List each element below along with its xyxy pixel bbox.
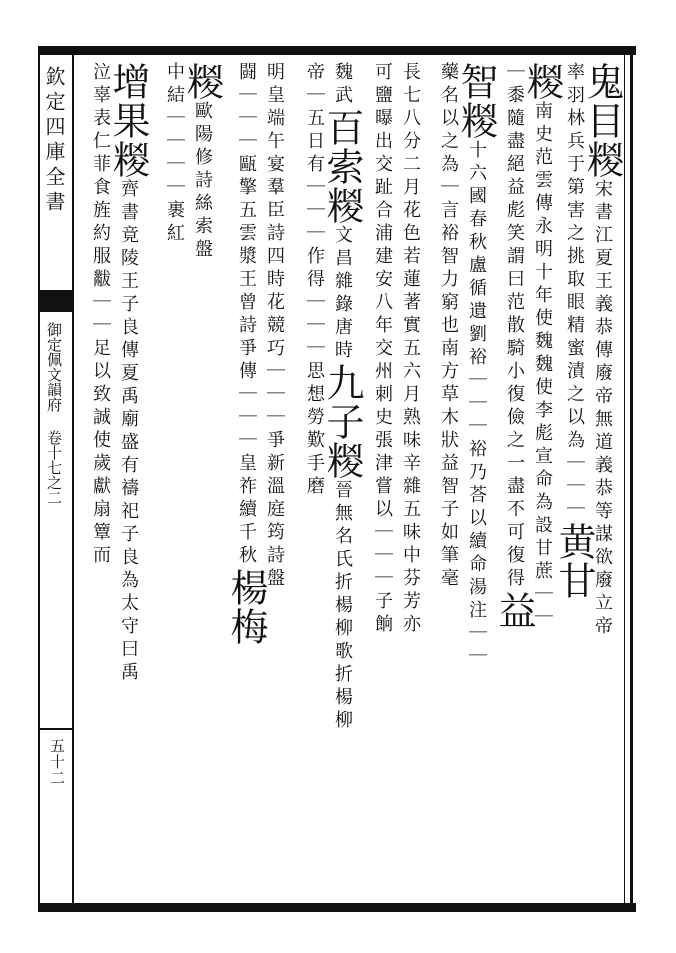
right-border-rule [630,46,633,912]
fish-tail-mark [38,290,74,312]
text-column-4b [360,62,404,898]
text-column-8b [78,62,122,898]
annotation-text: 文昌雜錄唐時 [332,225,353,363]
entry-heading: 百索糉 [320,108,364,225]
text-column-3b [426,62,470,898]
collection-title: 欽定四庫全書 [42,66,66,216]
entry-heading: 糉 [520,62,564,101]
annotation-text: 帝｜五日有｜｜｜作得｜｜｜思想勞歎手磨 [304,62,325,499]
entry-heading: 楊梅 [224,568,268,646]
annotation-text: 長七八分二月花色若蓮著實五六月熟味辛雜五味中芬芳亦 [400,62,421,637]
annotation-text: 闘｜｜｜甌擎五雲漿王曾詩爭傳｜｜｜皇祚續千秋 [236,62,257,568]
top-border-rule [38,46,636,55]
annotation-text: 明皇端午宴羣臣詩四時花競巧｜｜｜爭新溫庭筠詩盤 [264,62,285,591]
entry-heading: 糉 [180,62,224,101]
annotation-text: 泣辜表仁菲食旌約服黻｜｜足以致誠使歲獻扇簟而 [90,62,111,568]
entry-heading: 增果糉 [106,62,150,179]
entry-heading: 鬼目糉 [580,62,624,179]
entry-heading: 智糉 [454,62,498,140]
text-column-6b [224,62,268,898]
text-column-7b [152,62,196,898]
gutter-right-rule [72,46,74,912]
page-number: 五十二 [48,738,66,786]
text-column-2b [492,62,536,898]
annotation-text: 可鹽曝出交趾合浦建安八年交州刺史張津嘗以｜｜｜子餉 [372,62,393,637]
volume-title: 御定佩文韻府 卷十七之二 [45,322,63,505]
gutter-left-rule [38,46,40,912]
annotation-text: ｜黍隨盡絕益彪笑謂曰范散騎小復儉之一盡不可復得 [504,62,525,591]
entry-heading: 益 [492,591,536,630]
annotation-text: 宋書江夏王義恭傳廢帝無道義恭等謀欲廢立帝 [592,179,613,639]
annotation-text: 藥名以之為｜言裕智力窮也南方草木狀益智子如筆毫 [438,62,459,591]
annotation-text: 魏武 [332,62,353,108]
annotation-text: 南史范雲傳永明十年使魏魏使李彪宣命為設甘蔗｜｜ [532,101,553,630]
right-inner-rule [624,46,625,912]
folio-divider [40,728,72,730]
text-column-5b [292,62,336,898]
annotation-text: 十六國春秋盧循遺劉裕｜｜｜裕乃荅以續命湯注｜｜ [466,140,487,669]
annotation-text: 率羽林兵于第害之挑取眼精蜜漬之以為｜｜｜ [564,62,585,522]
entry-heading: 九子糉 [320,363,364,480]
annotation-text: 齊書竟陵王子良傳夏禹廟盛有禱祀子良為太守曰禹 [118,179,139,685]
entry-heading: 黄甘 [552,522,596,600]
annotation-text: 中結｜｜｜｜裹紅 [164,62,185,246]
annotation-text: 晉無名氏折楊柳歌折楊柳 [332,480,353,733]
bottom-border-rule [38,903,636,912]
annotation-text: 歐陽修詩絲索盤 [192,101,213,262]
